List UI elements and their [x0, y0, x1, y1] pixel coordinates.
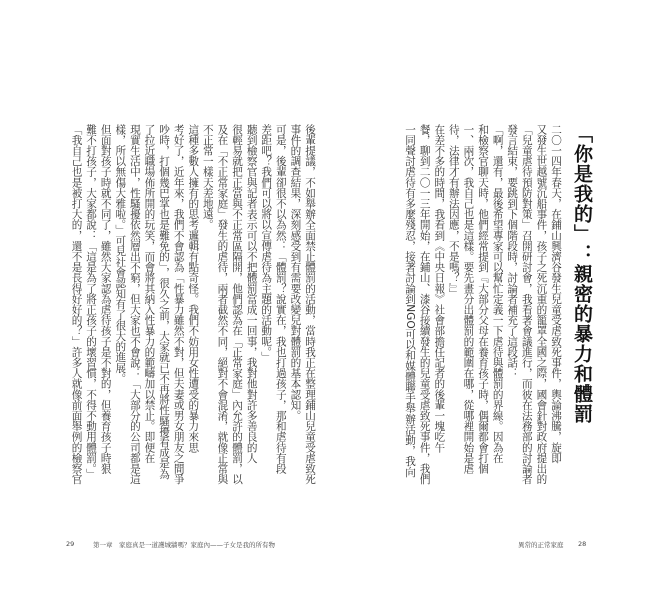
- text-column: 「兒童虐待預防對策」召開研討會，我看著會議進行，而彼在法務部的討論者: [520, 124, 533, 485]
- text-column: 現實生活中，性騷擾依然層出不窮，但大家也不會說：「大部分的公司都是這: [128, 124, 141, 485]
- text-column: 難不打孩子，大家都說：「這是為了將正孩子的壞習慣，不得不動用體罰。」: [85, 124, 98, 480]
- text-column: 樣，所以無傷大雅啦。」可見社會認知有了很大的進展。: [114, 124, 127, 384]
- left-page-text: [70, 124, 317, 485]
- text-column: 「啊，還有，最後希望專家可以幫忙定義一下虐待與體罰的界線。因為在: [491, 124, 504, 464]
- text-column: 差距吧？我們可以將以宣傳虐待為主題的活動呢。」: [260, 124, 273, 363]
- text-column: 發言結束，要跳到下個階段時，討論者補充了這段話：: [506, 124, 519, 379]
- text-column: 後輩提議，不如舉辦全面禁止體罰的活動，當時我正在整理鋪山兒童受虐致死: [304, 124, 316, 485]
- text-column: 「我自己也是被打大的，還不是長得好好的？」許多人就像前面舉例的檢察官: [70, 124, 83, 485]
- text-column: 和檢察官聊天時，他們經常提到『大部分父母在養育孩子時，偶爾都會打個: [477, 124, 490, 474]
- section-heading: 「你是我的」：親密的暴力和體罰: [571, 124, 593, 424]
- text-column: 考好了，近年來，我們不會認為「性暴力雖然不對，但夫妻或男女朋友之間爭: [172, 124, 185, 485]
- left-page-number: 29: [66, 540, 75, 548]
- left-running-head: 第一章 家庭真是一道護城牆嗎？家庭內——子女是我的所有物: [93, 541, 275, 549]
- text-column: 二〇一四年春天，在鋪山興濟谷發生兒童受虐致死事件，輿論沸騰，旋即: [550, 124, 562, 464]
- text-column: 但面對孩子時就不同了，雖然大家認為虐待孩子是不對的，但養育孩子時狠: [99, 124, 112, 474]
- text-column: 很輕易就把正當與不正常區隔開，他們認為在「正常家庭」內允許的體罰，以: [231, 124, 244, 485]
- right-page-text: [333, 124, 563, 485]
- text-column: 一同聲討虐待有多麼殘忍，接著討論到NGO可以和媒體聯手舉辦活動，我向: [404, 124, 417, 478]
- text-column: 事件的調查結果，深刻感受到有需要改變兒對體罰的基本認知。: [289, 124, 302, 421]
- text-column: 這種多數人擁有的思考邏輯有點奇怪。我們不妨用女性遭受的暴力來思: [187, 124, 200, 453]
- right-page-number: 28: [578, 540, 587, 548]
- text-column: 一、兩次，我自己也是這樣。要先畫分出體罰的範圍在哪，從哪裡開始是虐: [462, 124, 475, 474]
- text-column: 不正常一樣天差地遠。: [201, 124, 214, 230]
- text-column: 在差不多的時間，我看到《中央日報》社會部擔任記者的後輩一塊吃午: [433, 124, 446, 453]
- text-column: 又發生世越號沉船事件，孩子之死沉重的籠罩全國之際，國會針對政府提出的: [535, 124, 548, 485]
- right-running-head: 異常的正常家庭: [518, 541, 564, 549]
- text-column: 餐，聊到二〇一三年開始，在鋪山、漆谷接續發生的兒童受虐致死事件，我們: [418, 124, 431, 485]
- text-column: 了拉近職場佈所開的玩笑，而會將其納入性暴力的範疇加以禁止。即便在: [143, 124, 156, 464]
- text-column: 聽到檢察官與記者表示可以不把體罰當成一回事，我對他對許多善良的人: [245, 124, 258, 464]
- text-column: 及在「不正常家庭」發生的虐待，兩者截然不同，絕對不會混淆，就像正常與: [216, 124, 229, 485]
- text-column: 待，法律才有辦法因應，不是嗎？』」: [447, 124, 460, 299]
- text-column: 吵時，打個幾巴掌也是難免的」，很久之前，大家就已不再將性騷擾看成是為: [158, 124, 171, 480]
- text-column: 可是，後輩卻很不以為然：「體罰？說實在，我也打過孩子，那和虐待有段: [274, 124, 287, 474]
